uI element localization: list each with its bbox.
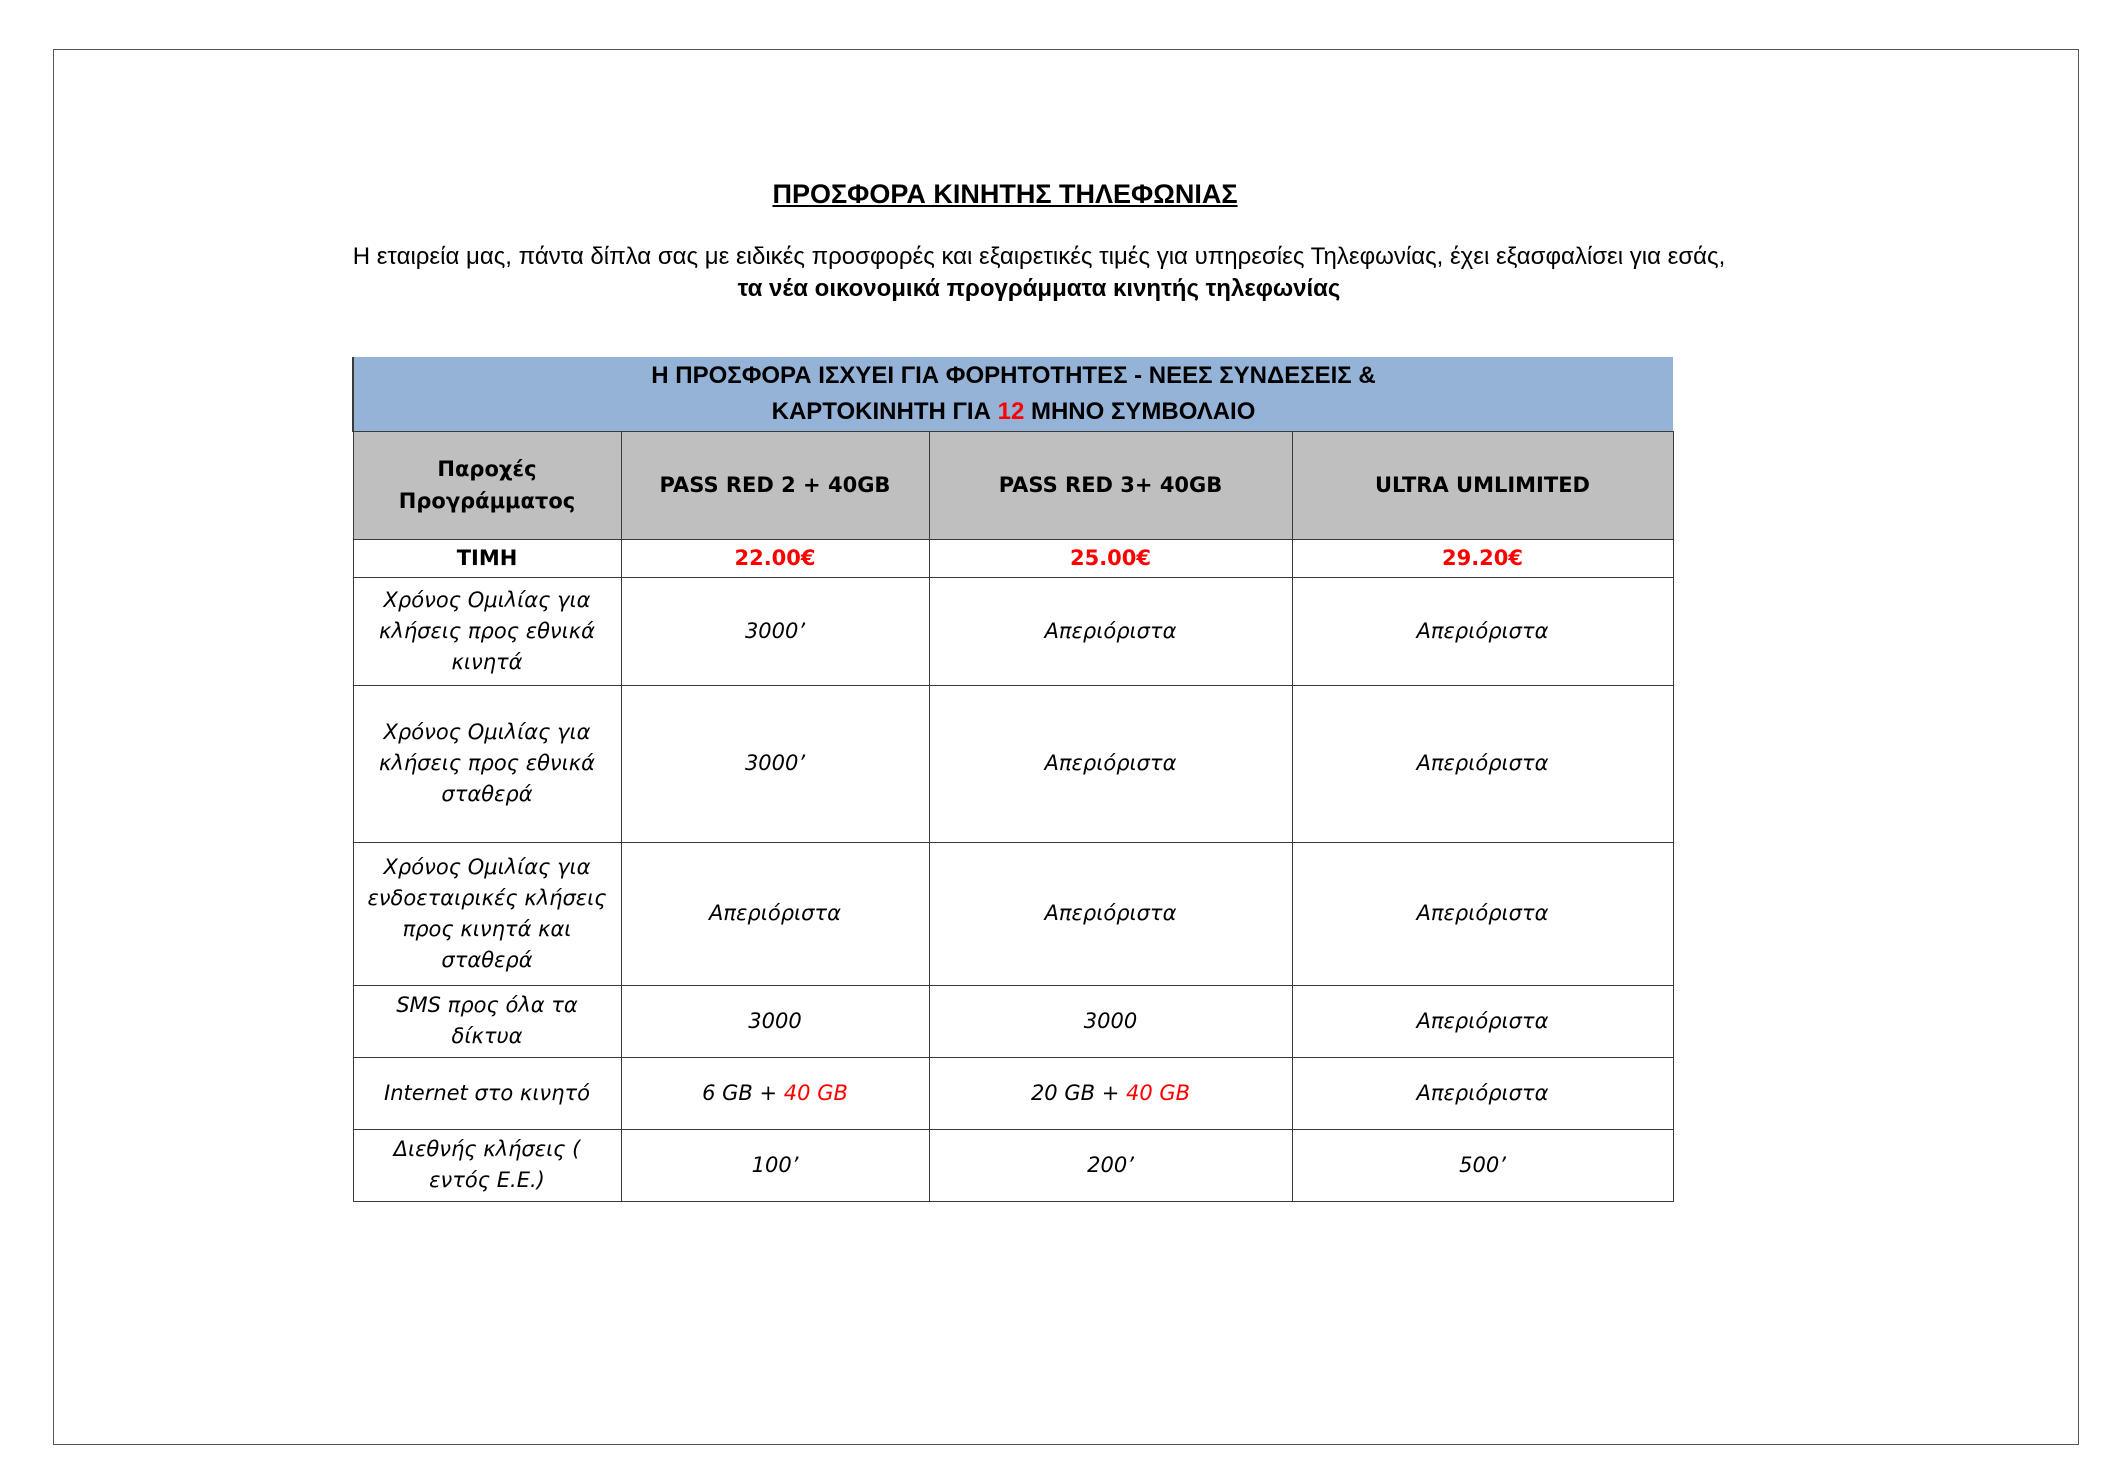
row-label-line: εντός Ε.Ε.) [429,1168,545,1192]
header-features [353,431,621,539]
banner-line-2-end: ΜΗΝΟ ΣΥΜΒΟΛΑΙΟ [1024,397,1256,425]
table-cell: 3000 [929,985,1292,1057]
row-label-line: ενδοεταιρικές κλήσεις [367,885,607,910]
banner-highlight: 12 [997,397,1025,425]
row-label [353,1057,621,1129]
intro-line-1: Η εταιρεία μας, πάντα δίπλα σας με ειδικές προσφορές και εξαιρετικές τιμές για υπηρεσίες Τηλεφωνίας, έχει εξασφαλίσει για εσάς, [352,243,1726,270]
table-row [353,1057,1673,1129]
table-row [353,842,1673,985]
row-label-line: Internet στο κινητό [384,1080,590,1105]
table-cell: Απεριόριστα [1292,685,1673,842]
table-cell: Απεριόριστα [1292,577,1673,685]
header-plan-pass-red-3: PASS RED 3+ 40GB [929,431,1292,539]
banner-line-2-start: ΚΑΡΤΟΚΙΝΗΤΗ ΓΙΑ [771,397,998,425]
header-plan-pass-red-2: PASS RED 2 + 40GB [621,431,929,539]
row-label-line: προς κινητά και [402,916,572,941]
row-label [353,1129,621,1201]
price-label: ΤΙΜΗ [353,539,621,577]
row-label-line: Χρόνος Ομιλίας για [383,720,591,744]
row-label [353,577,621,685]
header-plan-ultra: ULTRA UMLIMITED [1292,431,1673,539]
row-label-line: Χρόνος Ομιλίας για [383,587,591,612]
table-cell: 500’ [1292,1129,1673,1201]
row-label-line: Διεθνής κλήσεις ( [393,1137,581,1161]
row-label-line: κινητά [451,649,523,674]
price-row [353,539,1673,577]
price-value: 29.20€ [1292,539,1673,577]
table-cell [621,1057,929,1129]
row-label-line: Χρόνος Ομιλίας για [383,854,591,879]
table-cell: Απεριόριστα [929,685,1292,842]
price-value: 25.00€ [929,539,1292,577]
data-base: 6 GB + [702,1080,784,1105]
intro-line-2: τα νέα οικονομικά προγράμματα κινητής τηλεφωνίας [737,275,1341,302]
table-cell: 3000 [621,985,929,1057]
table-cell: 100’ [621,1129,929,1201]
row-label-line: σταθερά [441,947,533,972]
table-cell [929,1057,1292,1129]
table-cell: Απεριόριστα [1292,985,1673,1057]
banner-line-1: Η ΠΡΟΣΦΟΡΑ ΙΣΧΥΕΙ ΓΙΑ ΦΟΡΗΤΟΤΗΤΕΣ - ΝΕΕΣ ΣΥΝΔΕΣΕΙΣ & [651,361,1376,389]
row-label-line: SMS προς όλα τα [396,993,578,1017]
row-label [353,985,621,1057]
table-cell: Απεριόριστα [1292,1057,1673,1129]
table-cell: Απεριόριστα [621,842,929,985]
offer-banner [353,357,1673,431]
offer-table [352,357,1674,1202]
header-row [353,431,1673,539]
table-cell: 3000’ [621,577,929,685]
data-bonus: 40 GB [783,1080,848,1105]
document-title: ΠΡΟΣΦΟΡΑ ΚΙΝΗΤΗΣ ΤΗΛΕΦΩΝΙΑΣ [772,179,1238,209]
data-base: 20 GB + [1030,1080,1126,1105]
table-cell: Απεριόριστα [929,842,1292,985]
row-label-line: κλήσεις προς εθνικά [379,618,595,643]
row-label-line: σταθερά [441,782,533,806]
table-cell: Απεριόριστα [929,577,1292,685]
header-features-line-2: Προγράμματος [398,489,576,513]
table-row [353,1129,1673,1201]
header-features-line-1: Παροχές [437,457,537,481]
row-label-line: κλήσεις προς εθνικά [379,751,595,775]
table-row [353,985,1673,1057]
table-cell: Απεριόριστα [1292,842,1673,985]
banner-row [353,357,1673,431]
table-cell: 200’ [929,1129,1292,1201]
price-value: 22.00€ [621,539,929,577]
table-row [353,577,1673,685]
table-row [353,685,1673,842]
row-label [353,842,621,985]
data-bonus: 40 GB [1125,1080,1191,1105]
intro-paragraph [0,241,2078,305]
row-label [353,685,621,842]
table-cell: 3000’ [621,685,929,842]
row-label-line: δίκτυα [451,1024,523,1048]
banner-line-2 [362,394,1665,430]
